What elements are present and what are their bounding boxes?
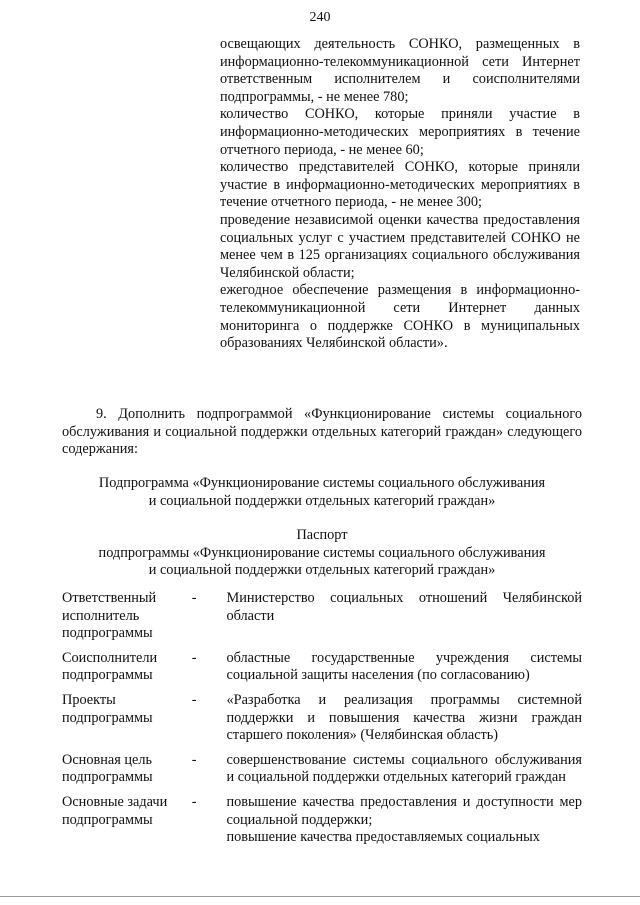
label-dash: - bbox=[191, 751, 197, 768]
passport-row-coexecutors bbox=[62, 650, 582, 685]
label-dash: - bbox=[191, 590, 197, 606]
passport-table bbox=[62, 590, 582, 854]
passport-row-projects bbox=[62, 692, 582, 745]
passport-row-value bbox=[226, 692, 582, 745]
passport-row-label bbox=[62, 751, 197, 787]
passport-row-value bbox=[226, 650, 582, 685]
subprogram-title-line: Подпрограмма «Функционирование системы социального обслуживания bbox=[98, 475, 546, 491]
passport-row-value bbox=[226, 794, 582, 847]
label-dash: - bbox=[191, 793, 197, 810]
value-text: «Разработка и реализация программы системной поддержки и повышения качества жизни граждан старшего поколения» (Челябинская область) bbox=[226, 691, 582, 744]
passport-row-main-tasks bbox=[62, 794, 582, 847]
passport-title-line: подпрограммы «Функционирование системы социального обслуживания bbox=[98, 545, 546, 561]
label-dash: - bbox=[191, 649, 197, 666]
continuation-block bbox=[220, 36, 580, 353]
continuation-item: проведение независимой оценки качества предоставления социальных услуг с участием представителей СОНКО не менее чем в 125 организациях социального обслуживания Челябинской области; bbox=[220, 211, 580, 281]
passport-title-line: и социальной поддержки отдельных категорий граждан» bbox=[148, 562, 496, 578]
passport-row-label bbox=[62, 793, 197, 847]
label-line: подпрограммы bbox=[62, 667, 153, 684]
value-text: Министерство социальных отношений Челябинской области bbox=[226, 590, 582, 624]
passport-row-value bbox=[226, 752, 582, 787]
continuation-item: освещающих деятельность СОНКО, размещенных в информационно-телекоммуникационной сети Интернет ответственным исполнителем и соисполнителями подпрограммы, - не менее 780; bbox=[220, 36, 580, 105]
label-line: Основные задачи bbox=[62, 793, 168, 810]
label-dash: - bbox=[191, 691, 197, 708]
passport-row-value bbox=[226, 590, 582, 643]
passport-row-label bbox=[62, 649, 197, 685]
value-text: повышение качества предоставляемых социальных bbox=[226, 829, 540, 846]
label-line: подпрограммы bbox=[62, 811, 153, 828]
passport-row-main-goal bbox=[62, 752, 582, 787]
label-line: Соисполнители bbox=[62, 649, 158, 666]
label-line: Ответственный bbox=[62, 590, 157, 606]
label-line: подпрограммы bbox=[62, 625, 153, 642]
passport-row-label bbox=[62, 590, 197, 643]
label-line: подпрограммы bbox=[62, 709, 153, 726]
continuation-item: ежегодное обеспечение размещения в информационно-телекоммуникационной сети Интернет данных мониторинга о поддержке СОНКО в муниципальных образованиях Челябинской области». bbox=[220, 282, 580, 352]
label-line: Проекты bbox=[62, 691, 116, 708]
continuation-item: количество СОНКО, которые приняли участие в информационно-методических мероприятиях в течение отчетного периода, - не менее 60; bbox=[220, 106, 580, 158]
label-line: исполнитель bbox=[62, 607, 140, 624]
page-number: 240 bbox=[309, 10, 331, 25]
subprogram-title-line: и социальной поддержки отдельных категорий граждан» bbox=[148, 493, 496, 509]
passport-row-responsible bbox=[62, 590, 582, 643]
value-text: областные государственные учреждения системы социальной защиты населения (по согласованию) bbox=[226, 649, 582, 684]
value-text: совершенствование системы социального обслуживания и социальной поддержки отдельных категорий граждан bbox=[226, 751, 582, 786]
paragraph-9: 9. Дополнить подпрограммой «Функционирование системы социального обслуживания и социальной поддержки отдельных категорий граждан» следующего содержания: bbox=[62, 406, 582, 458]
value-text: повышение качества предоставления и доступности мер социальной поддержки; bbox=[226, 793, 582, 828]
page-bottom-rule bbox=[0, 896, 640, 897]
label-line: подпрограммы bbox=[62, 769, 153, 786]
passport-heading: Паспорт bbox=[296, 527, 348, 543]
passport-row-label bbox=[62, 691, 197, 745]
continuation-item: количество представителей СОНКО, которые приняли участие в информационно-методических мероприятиях в течение отчетного периода, - не менее 300; bbox=[220, 159, 580, 211]
label-line: Основная цель bbox=[62, 751, 153, 768]
